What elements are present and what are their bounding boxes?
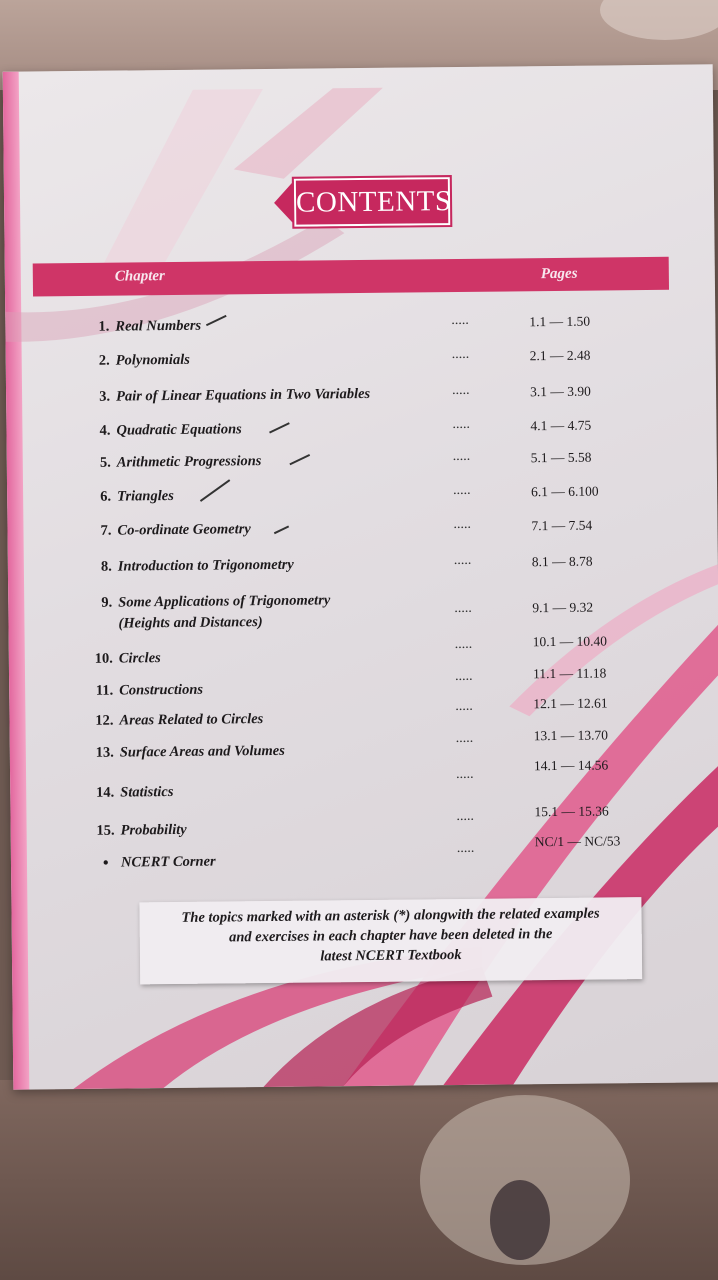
- fabric-flower-center: [490, 1180, 550, 1260]
- leader-dots: .....: [454, 668, 473, 685]
- chapter-pages: 10.1 — 10.40: [532, 633, 608, 650]
- leader-dots: .....: [453, 482, 471, 499]
- chapter-title: Surface Areas and Volumes: [119, 742, 285, 761]
- chapter-title: Triangles: [117, 487, 174, 505]
- chapter-title: Polynomials: [115, 351, 190, 369]
- header-pages-label: Pages: [540, 265, 578, 283]
- table-header: [33, 257, 669, 297]
- chapter-pages: 11.1 — 11.18: [532, 665, 607, 682]
- chapter-title: Co-ordinate Geometry: [117, 521, 251, 539]
- chapter-number: 13.: [95, 744, 114, 761]
- chapter-number: 5.: [99, 454, 111, 471]
- chapter-pages: 15.1 — 15.36: [534, 803, 609, 820]
- chapter-pages: 3.1 — 3.90: [529, 383, 591, 400]
- chapter-title: Arithmetic Progressions: [116, 453, 262, 471]
- chapter-title: Probability: [120, 821, 187, 839]
- deletion-note: [139, 897, 642, 984]
- chapter-number: 6.: [100, 488, 112, 505]
- leader-dots: .....: [453, 552, 472, 569]
- leader-dots: .....: [451, 312, 469, 329]
- chapter-row-9[interactable]: [8, 588, 718, 639]
- chapter-title: Real Numbers: [115, 317, 202, 335]
- bullet-marker: •: [102, 854, 109, 872]
- header-chapter-label: Chapter: [114, 268, 165, 285]
- chapter-number: 7.: [100, 522, 112, 539]
- chapter-pages: 9.1 — 9.32: [532, 599, 594, 616]
- chapter-number: 9.: [101, 594, 113, 611]
- chapter-pages: 4.1 — 4.75: [530, 417, 592, 434]
- chapter-title: Introduction to Trigonometry: [117, 556, 294, 575]
- chapter-pages: 1.1 — 1.50: [529, 313, 591, 330]
- chapter-pages: 14.1 — 14.56: [533, 757, 609, 774]
- chapter-pages: 7.1 — 7.54: [531, 517, 593, 534]
- chapter-title: Quadratic Equations: [116, 421, 242, 439]
- chapter-number: 4.: [99, 422, 111, 439]
- chapter-pages: 5.1 — 5.58: [530, 449, 592, 466]
- leader-dots: .....: [452, 416, 470, 433]
- chapter-number: 3.: [99, 388, 111, 405]
- leader-dots: .....: [456, 840, 475, 857]
- contents-banner: CONTENTS: [294, 177, 450, 227]
- leader-dots: .....: [454, 636, 473, 653]
- chapter-number: 8.: [100, 558, 112, 575]
- chapter-title: Some Applications of Trigonometry: [118, 592, 331, 611]
- leader-dots: .....: [455, 698, 473, 715]
- chapter-title: Areas Related to Circles: [119, 711, 264, 729]
- leader-dots: .....: [452, 448, 471, 465]
- chapter-title: Pair of Linear Equations in Two Variables: [116, 385, 371, 405]
- chapter-number: 15.: [96, 822, 115, 839]
- leader-dots: .....: [451, 346, 470, 363]
- chapter-title: Statistics: [120, 783, 174, 801]
- chapter-number: 11.: [95, 682, 114, 699]
- note-line-3: latest NCERT Textbook: [320, 946, 462, 965]
- chapter-title: Circles: [118, 650, 161, 667]
- leader-dots: .....: [454, 600, 472, 617]
- chapter-number: 1.: [98, 318, 110, 335]
- chapter-subtitle: (Heights and Distances): [118, 614, 263, 632]
- leader-dots: .....: [453, 516, 472, 533]
- chapter-title: Constructions: [119, 681, 204, 699]
- pen-tick-mark: [289, 454, 310, 465]
- chapter-pages: 12.1 — 12.61: [533, 695, 608, 712]
- chapter-pages: 6.1 — 6.100: [531, 483, 599, 500]
- chapter-pages: 8.1 — 8.78: [531, 553, 593, 570]
- pen-tick-mark: [269, 422, 290, 433]
- note-line-1: The topics marked with an asterisk (*) alongwith the related examples: [181, 905, 600, 926]
- leader-dots: .....: [455, 730, 474, 747]
- chapter-number: 10.: [94, 650, 113, 667]
- chapter-number: 12.: [95, 712, 114, 729]
- book-page: [3, 64, 718, 1089]
- chapter-title: NCERT Corner: [120, 853, 216, 871]
- chapter-number: 2.: [98, 352, 110, 369]
- note-line-2: and exercises in each chapter have been deleted in the: [228, 926, 553, 946]
- chapter-pages: 2.1 — 2.48: [529, 347, 591, 364]
- leader-dots: .....: [455, 766, 474, 783]
- chapter-pages: NC/1 — NC/53: [534, 833, 621, 850]
- pen-tick-mark: [274, 525, 289, 534]
- chapter-pages: 13.1 — 13.70: [533, 727, 608, 744]
- chapter-number: 14.: [96, 784, 115, 801]
- leader-dots: .....: [451, 382, 470, 399]
- leader-dots: .....: [456, 808, 475, 825]
